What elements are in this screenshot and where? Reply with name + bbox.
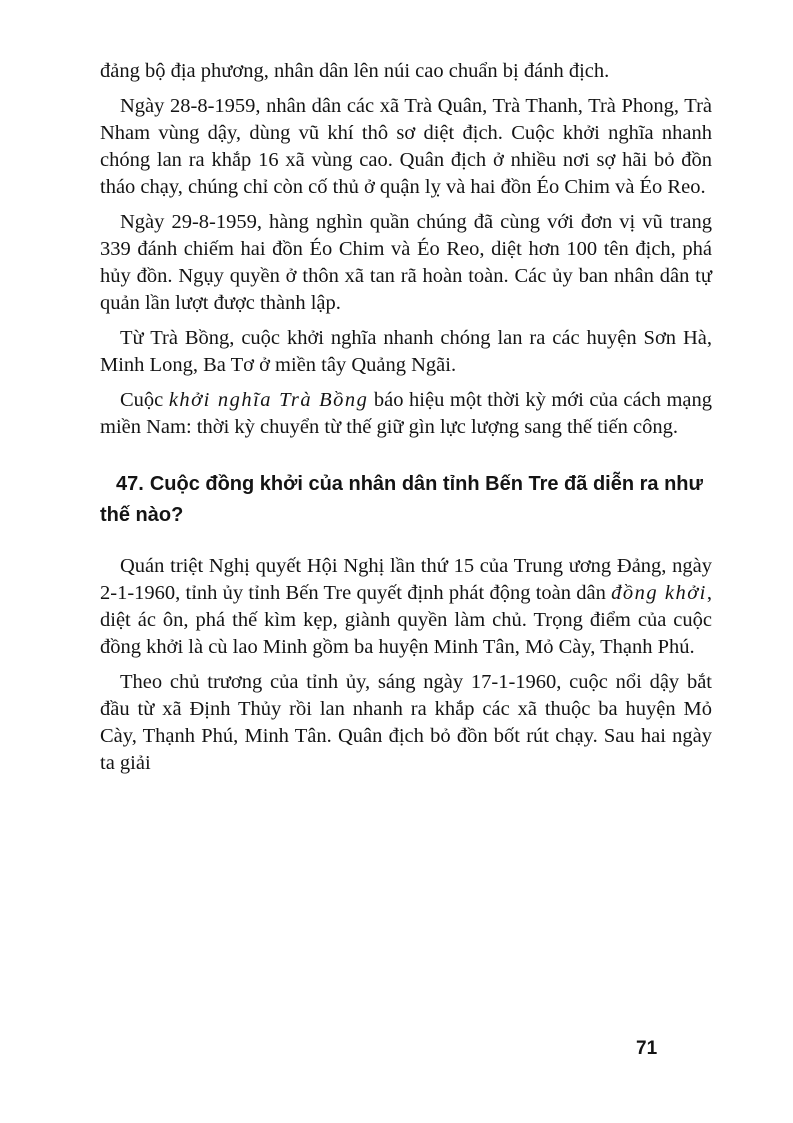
paragraph-text-before: Quán triệt Nghị quyết Hội Nghị lần thứ 15 của Trung ương Đảng, ngày 2-1-1960, tỉnh ủy tỉnh Bến Tre quyết định phát động toàn dân	[100, 555, 712, 604]
section-title: Cuộc đồng khởi của nhân dân tỉnh Bến Tre đã diễn ra như thế nào?	[100, 473, 703, 526]
paragraph-continuation: đảng bộ địa phương, nhân dân lên núi cao chuẩn bị đánh địch.	[100, 60, 610, 82]
emphasis-khoi-nghia-tra-bong: khởi nghĩa Trà Bồng	[168, 389, 369, 411]
paragraph-uprising-significance	[100, 387, 712, 441]
page-number: 71	[636, 1038, 658, 1059]
section-number: 47.	[116, 473, 144, 495]
paragraph-text-before: Cuộc	[120, 389, 169, 411]
paragraph-text-after: , diệt ác ôn, phá thế kìm kẹp, giành quyền làm chủ. Trọng điểm của cuộc đồng khởi là cù lao Minh gồm ba huyện Minh Tân, Mỏ Cày, Thạnh Phú.	[100, 582, 712, 658]
paragraph-text-after: báo hiệu một thời kỳ mới của cách mạng miền Nam: thời kỳ chuyển từ thế giữ gìn lực lượng sang thế tiến công.	[100, 389, 712, 438]
paragraph-tra-bong-spread: Từ Trà Bồng, cuộc khởi nghĩa nhanh chóng lan ra các huyện Sơn Hà, Minh Long, Ba Tơ ở miền tây Quảng Ngãi.	[100, 327, 712, 376]
paragraph-28-8-1959: Ngày 28-8-1959, nhân dân các xã Trà Quân, Trà Thanh, Trà Phong, Trà Nham vùng dậy, dùng vũ khí thô sơ diệt địch. Cuộc khởi nghĩa nhanh chóng lan ra khắp 16 xã vùng cao. Quân địch ở nhiều nơi sợ hãi bỏ đồn tháo chạy, chúng chỉ còn cố thủ ở quận lỵ và hai đồn Éo Chim và Éo Reo.	[100, 95, 712, 198]
book-page	[100, 58, 712, 1098]
section-heading	[100, 469, 712, 531]
paragraph-resolution	[100, 553, 712, 661]
paragraph-17-1-1960: Theo chủ trương của tỉnh ủy, sáng ngày 17-1-1960, cuộc nổi dậy bắt đầu từ xã Định Thủy rồi lan nhanh ra khắp các xã thuộc ba huyện Mỏ Cày, Thạnh Phú, Minh Tân. Quân địch bỏ đồn bốt rút chạy. Sau hai ngày ta giải	[100, 671, 712, 774]
emphasis-dong-khoi: đồng khởi	[611, 582, 707, 604]
paragraph-29-8-1959: Ngày 29-8-1959, hàng nghìn quần chúng đã cùng với đơn vị vũ trang 339 đánh chiếm hai đồn Éo Chim và Éo Reo, diệt hơn 100 tên địch, phá hủy đồn. Ngụy quyền ở thôn xã tan rã hoàn toàn. Các ủy ban nhân dân tự quản lần lượt được thành lập.	[100, 211, 712, 314]
